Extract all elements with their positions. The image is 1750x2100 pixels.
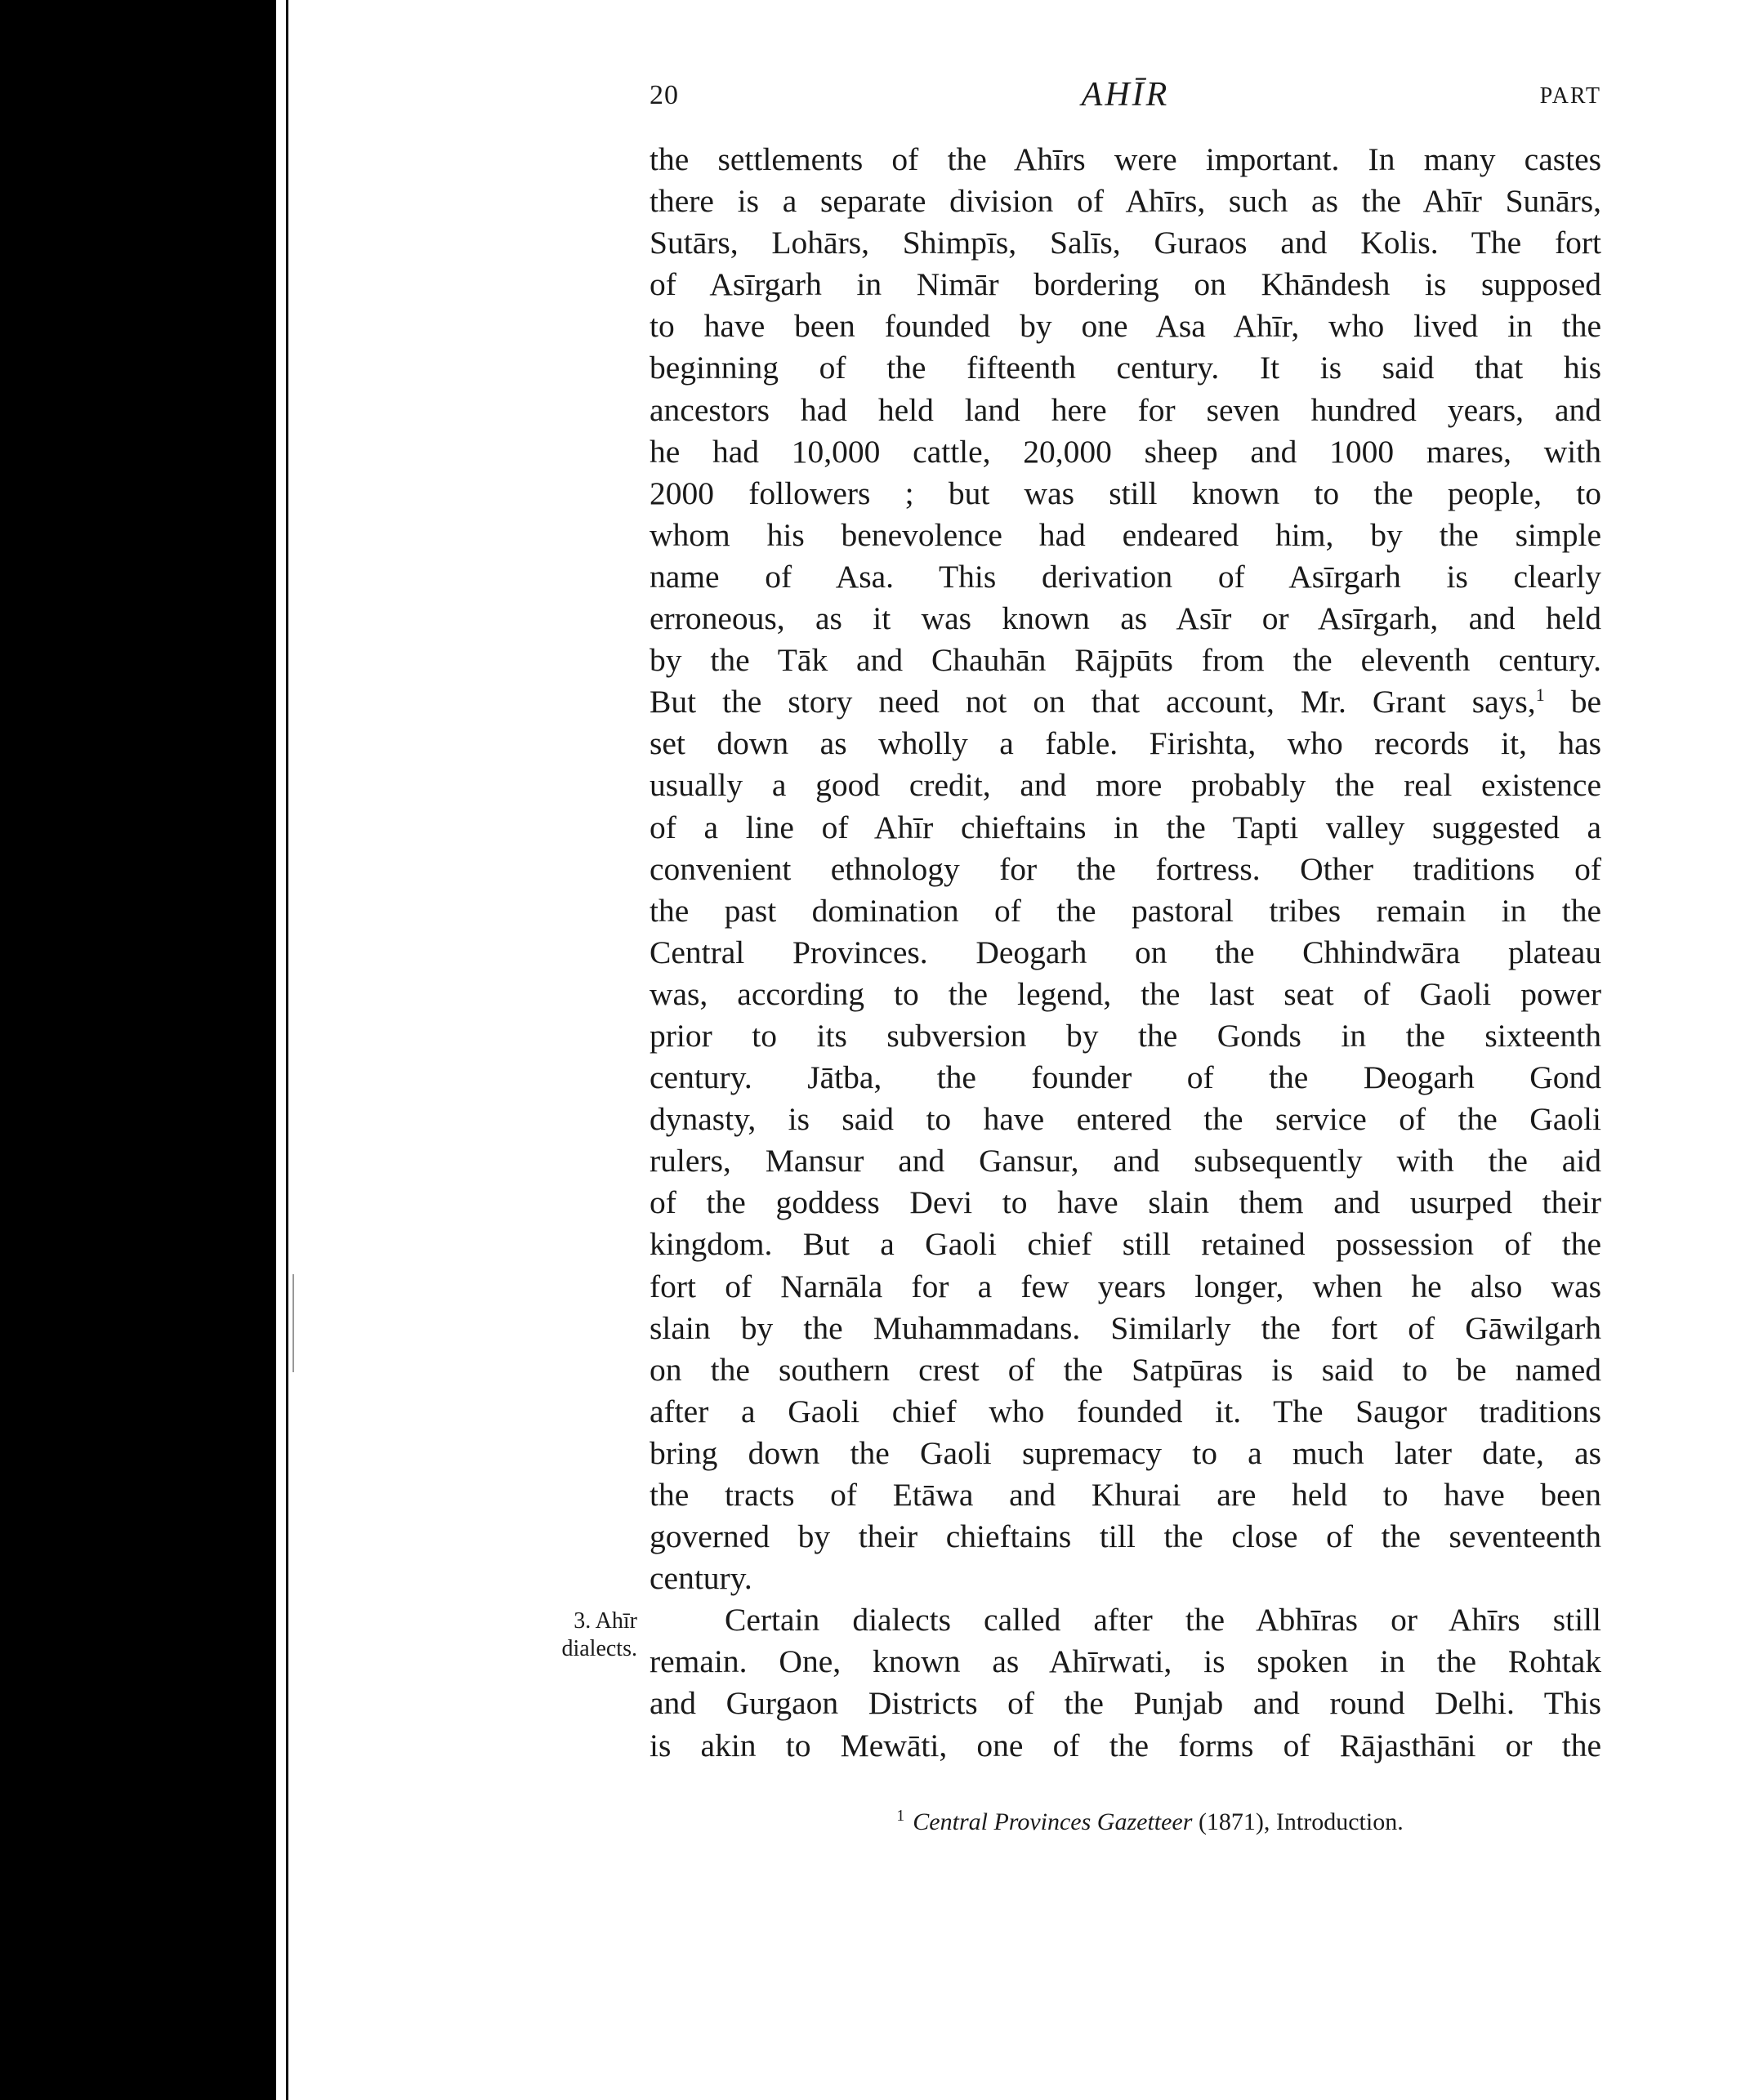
text-line: fort of Narnāla for a few years longer, when he also was [650,1268,1601,1304]
marginal-note [529,1607,637,1663]
binding-line [286,0,288,2100]
text-line: to have been founded by one Asa Ahīr, who lived in the [650,308,1601,345]
binding-mark [292,1274,294,1372]
footnote-reference[interactable]: 1 [1535,684,1545,706]
text-line: bring down the Gaoli supremacy to a much later date, as [650,1434,1601,1471]
text-line: set down as wholly a fable. Firishta, who records it, has [650,725,1601,762]
text-line: 2000 followers ; but was still known to the people, to [650,475,1601,511]
page-number: 20 [650,80,679,110]
footnote-title: Central Provinces Gazetteer [913,1808,1193,1835]
text-line: of the goddess Devi to have slain them and usurped their [650,1184,1601,1221]
text-line: Central Provinces. Deogarh on the Chhindwāra plateau [650,934,1601,970]
text-line: convenient ethnology for the fortress. Other traditions of [650,850,1601,887]
text-line: is akin to Mewāti, one of the forms of Rājasthāni or the [650,1727,1601,1763]
text-segment: But the story need not on that account, Mr. Grant says, [650,684,1536,720]
text-line: after a Gaoli chief who founded it. The Saugor traditions [650,1393,1601,1429]
text-line: name of Asa. This derivation of Asīrgarh is clearly [650,558,1601,595]
text-line: the settlements of the Ahīrs were important. In many castes [650,141,1601,177]
marginal-note-line: 3. Ahīr [574,1608,637,1634]
text-line: governed by their chieftains till the close of the seventeenth [650,1518,1601,1555]
footnote [650,1807,1601,1836]
text-line: was, according to the legend, the last seat of Gaoli power [650,975,1601,1012]
body-text [650,139,1601,1767]
text-line: ancestors had held land here for seven hundred years, and [650,391,1601,428]
part-label: PART [1539,83,1601,109]
text-line: dynasty, is said to have entered the service of the Gaoli [650,1101,1601,1138]
footnote-mark: 1 [896,1807,905,1825]
binding-shadow [0,0,276,2100]
text-line: of Asīrgarh in Nimār bordering on Khāndesh is supposed [650,266,1601,303]
text-line: of a line of Ahīr chieftains in the Tapti valley suggested a [650,809,1601,845]
text-line: the tracts of Etāwa and Khurai are held to have been [650,1477,1601,1513]
text-line: the past domination of the pastoral tribes remain in the [650,892,1601,929]
text-line: beginning of the fifteenth century. It is said that his [650,350,1601,386]
text-line: Certain dialects called after the Abhīras or Ahīrs still [725,1602,1601,1639]
text-line: rulers, Mansur and Gansur, and subsequently with the aid [650,1143,1601,1179]
running-head [650,76,1601,116]
text-line: kingdom. But a Gaoli chief still retained possession of the [650,1226,1601,1263]
footnote-text: (1871), Introduction. [1198,1808,1404,1835]
text-line: remain. One, known as Ahīrwati, is spoken in the Rohtak [650,1643,1601,1680]
text-line: century. Jātba, the founder of the Deogarh Gond [650,1059,1601,1096]
text-line: on the southern crest of the Satpūras is said to be named [650,1351,1601,1388]
text-line: erroneous, as it was known as Asīr or Asīrgarh, and held [650,600,1601,637]
text-segment: be [1570,684,1601,720]
text-line: Sutārs, Lohārs, Shimpīs, Salīs, Guraos and Kolis. The fort [650,225,1601,261]
text-line-with-footnote-ref [650,681,1601,723]
running-title: AHĪR [1081,76,1170,114]
text-line: there is a separate division of Ahīrs, such as the Ahīr Sunārs, [650,183,1601,220]
text-line: century. [650,1560,752,1597]
text-line: prior to its subversion by the Gonds in the sixteenth [650,1017,1601,1054]
text-line: and Gurgaon Districts of the Punjab and round Delhi. This [650,1685,1601,1722]
text-line: slain by the Muhammadans. Similarly the fort of Gāwilgarh [650,1309,1601,1346]
text-line: by the Tāk and Chauhān Rājpūts from the eleventh century. [650,642,1601,679]
marginal-note-line: dialects. [561,1636,637,1661]
text-line: he had 10,000 cattle, 20,000 sheep and 1000 mares, with [650,433,1601,470]
text-line: whom his benevolence had endeared him, by the simple [650,516,1601,553]
text-line: usually a good credit, and more probably the real existence [650,767,1601,804]
